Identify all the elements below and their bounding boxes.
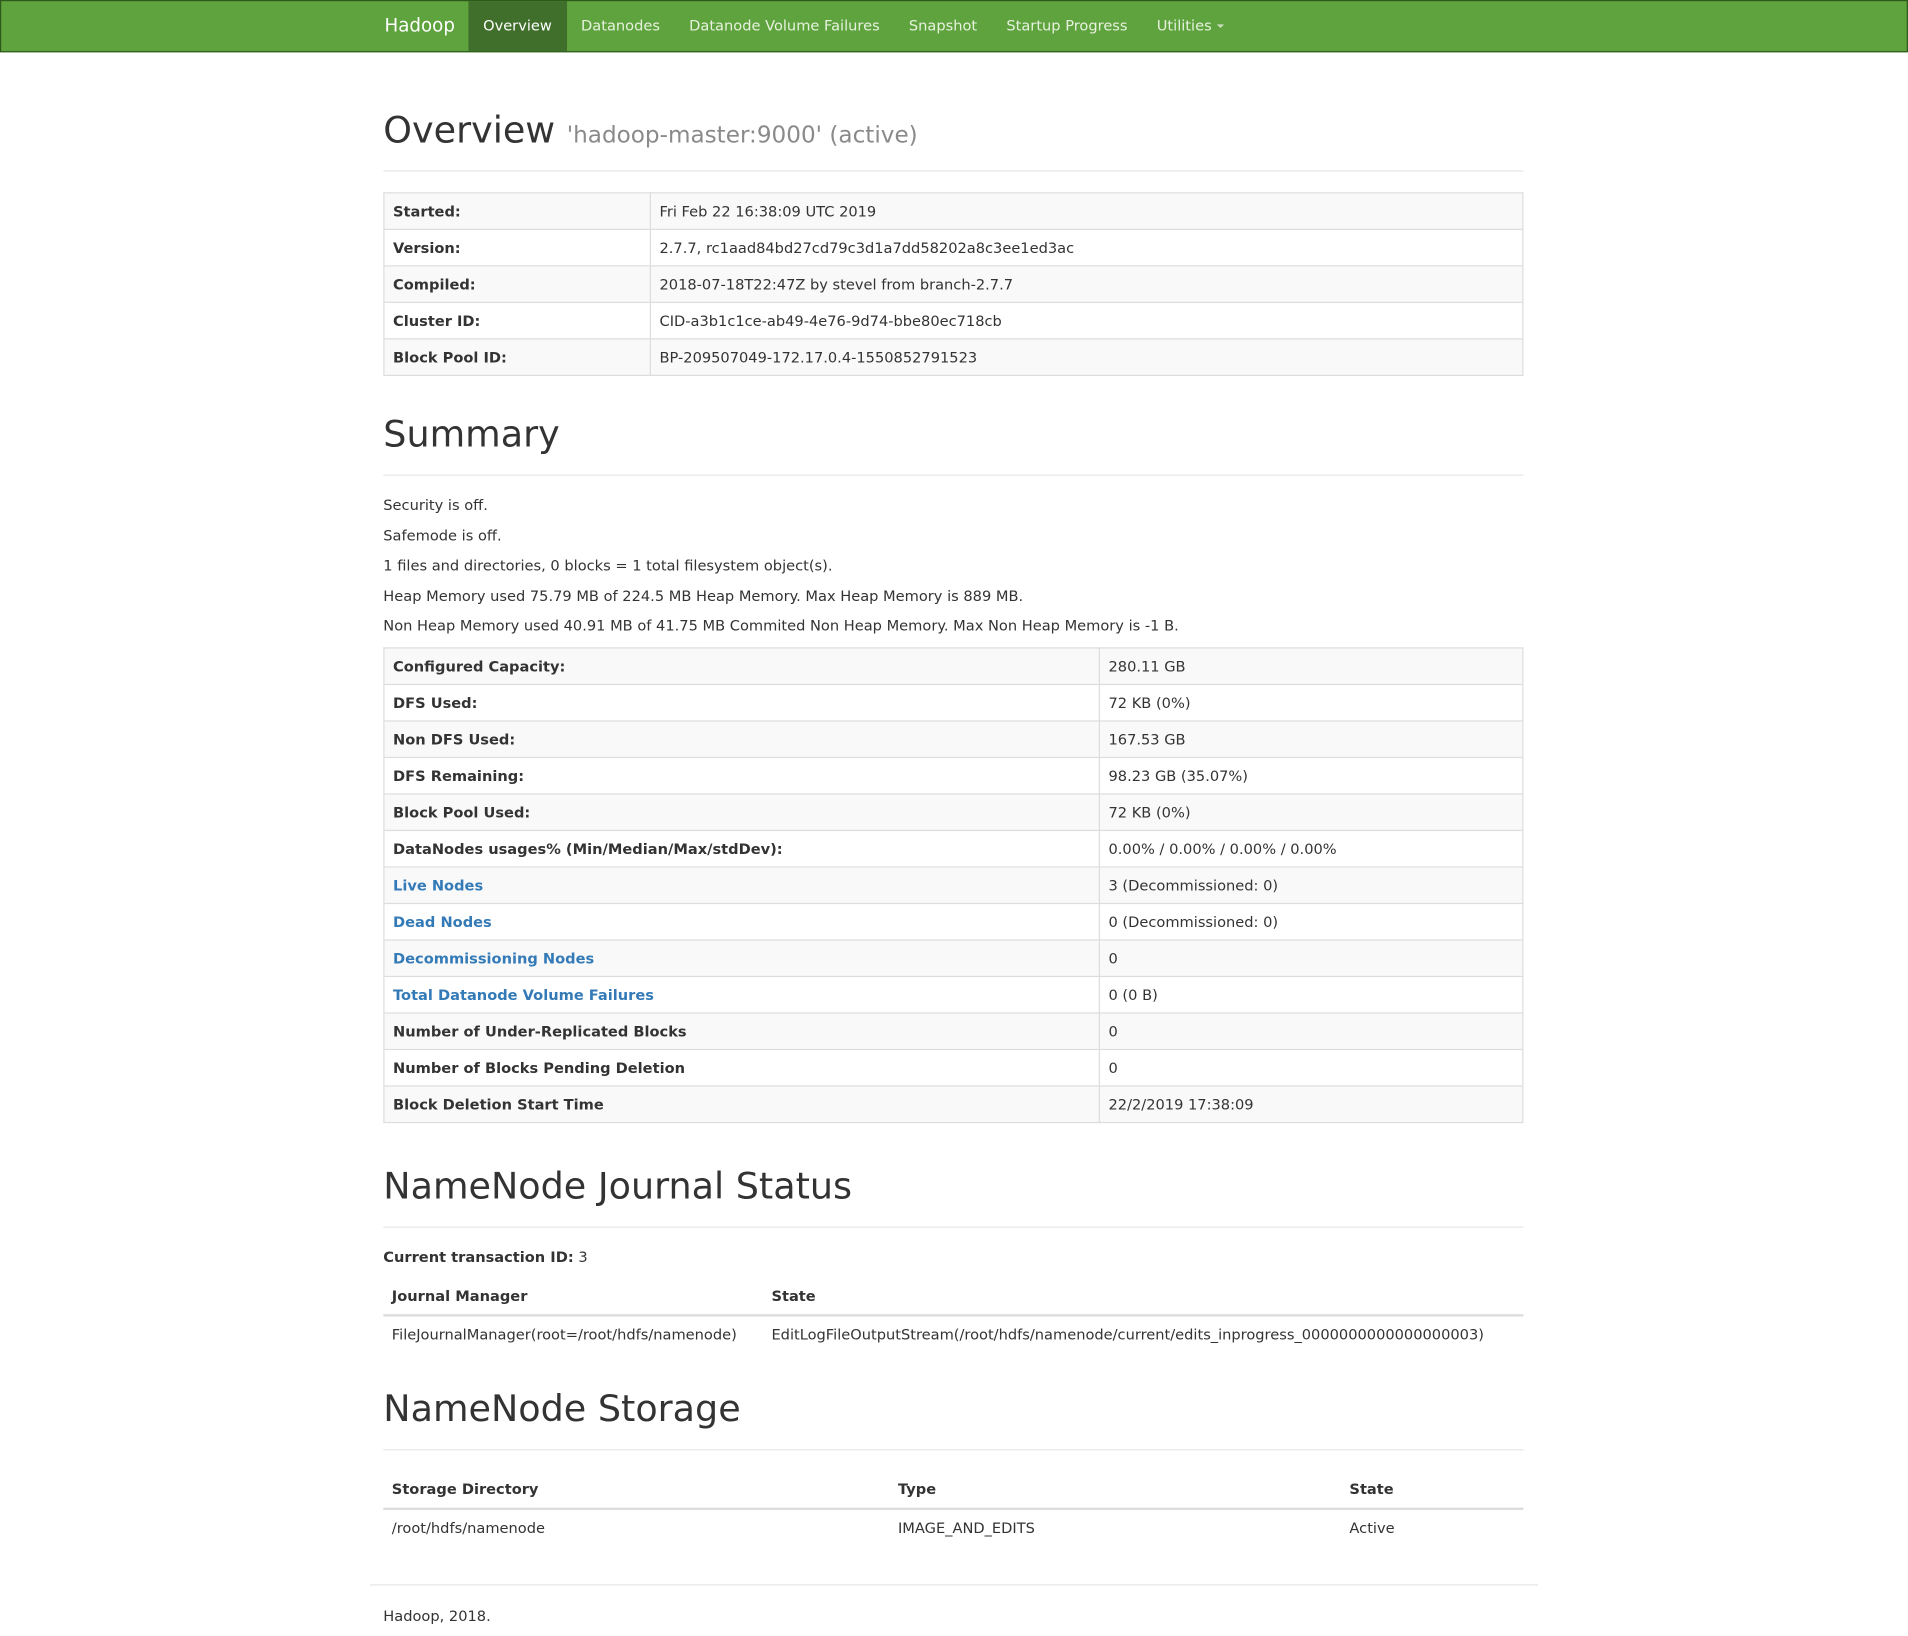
table-row: [384, 648, 1523, 685]
overview-heading: [383, 110, 917, 153]
row-value: CID-a3b1c1ce-ab49-4e76-9d74-bbe80ec718cb: [650, 302, 1522, 339]
row-label: DFS Used:: [384, 684, 1099, 721]
table-row: [384, 266, 1523, 303]
row-value: 167.53 GB: [1099, 721, 1522, 758]
table-row: [384, 1086, 1523, 1123]
table-row: [384, 903, 1523, 940]
table-header-row: [383, 1471, 1523, 1509]
row-label: Block Pool ID:: [384, 339, 650, 376]
journal-table: [383, 1278, 1523, 1352]
table-header-row: [383, 1278, 1523, 1316]
row-value: 0: [1099, 1013, 1522, 1050]
overview-table: [383, 192, 1523, 376]
journal-divider: [383, 1227, 1523, 1228]
table-row: [384, 1049, 1523, 1086]
overview-subtitle: 'hadoop-master:9000' (active): [566, 121, 918, 149]
nav-item-snapshot[interactable]: Snapshot: [908, 17, 978, 35]
column-header: Type: [889, 1471, 1340, 1509]
table-row: [384, 976, 1523, 1013]
table-row: [383, 1315, 1523, 1352]
row-label: DFS Remaining:: [384, 757, 1099, 794]
row-label: Started:: [384, 193, 650, 230]
summary-title: Summary: [383, 413, 560, 457]
row-value: 98.23 GB (35.07%): [1099, 757, 1522, 794]
storage-directory-cell: /root/hdfs/namenode: [383, 1509, 889, 1546]
table-row: [384, 229, 1523, 266]
nav-item-utilities-label: Utilities: [1156, 17, 1212, 35]
volume-failures-link[interactable]: Total Datanode Volume Failures: [384, 976, 1099, 1013]
column-header: State: [763, 1278, 1524, 1316]
overview-divider: [383, 170, 1523, 171]
row-value: 0.00% / 0.00% / 0.00% / 0.00%: [1099, 830, 1522, 867]
safemode-status: Safemode is off.: [383, 526, 502, 544]
row-label: Number of Under-Replicated Blocks: [384, 1013, 1099, 1050]
nav-item-overview[interactable]: Overview: [468, 1, 566, 51]
non-heap-memory: Non Heap Memory used 40.91 MB of 41.75 MB Commited Non Heap Memory. Max Non Heap Memory is -1 B.: [383, 616, 1179, 634]
navbar: [0, 0, 1908, 52]
nav-item-datanode-volume-failures[interactable]: Datanode Volume Failures: [689, 17, 880, 35]
footer-divider: [370, 1584, 1538, 1585]
table-row: [384, 721, 1523, 758]
column-header: Storage Directory: [383, 1471, 889, 1509]
journal-title: NameNode Journal Status: [383, 1165, 853, 1209]
storage-type-cell: IMAGE_AND_EDITS: [889, 1509, 1340, 1546]
row-value: 0: [1099, 1049, 1522, 1086]
table-row: [384, 193, 1523, 230]
storage-state-cell: Active: [1341, 1509, 1524, 1546]
table-row: [384, 339, 1523, 376]
current-transaction-id: [383, 1248, 587, 1265]
brand-link[interactable]: Hadoop: [384, 14, 455, 37]
row-value: 0 (Decommissioned: 0): [1099, 903, 1522, 940]
row-value: Fri Feb 22 16:38:09 UTC 2019: [650, 193, 1522, 230]
table-row: [384, 302, 1523, 339]
table-row: [384, 1013, 1523, 1050]
column-header: Journal Manager: [383, 1278, 763, 1316]
row-value: 0 (0 B): [1099, 976, 1522, 1013]
table-row: [384, 940, 1523, 977]
column-header: State: [1341, 1471, 1524, 1509]
decommissioning-nodes-link[interactable]: Decommissioning Nodes: [384, 940, 1099, 977]
table-row: [384, 830, 1523, 867]
row-value: 3 (Decommissioned: 0): [1099, 867, 1522, 904]
footer-text: Hadoop, 2018.: [383, 1607, 491, 1625]
row-value: 72 KB (0%): [1099, 794, 1522, 831]
row-value: BP-209507049-172.17.0.4-1550852791523: [650, 339, 1522, 376]
table-row: [384, 684, 1523, 721]
table-row: [384, 794, 1523, 831]
row-label: Cluster ID:: [384, 302, 650, 339]
row-label: Block Deletion Start Time: [384, 1086, 1099, 1123]
row-value: 72 KB (0%): [1099, 684, 1522, 721]
summary-divider: [383, 475, 1523, 476]
table-row: [384, 757, 1523, 794]
storage-table: [383, 1471, 1523, 1545]
row-value: 2018-07-18T22:47Z by stevel from branch-2.7.7: [650, 266, 1522, 303]
row-value: 2.7.7, rc1aad84bd27cd79c3d1a7dd58202a8c3ee1ed3ac: [650, 229, 1522, 266]
caret-down-icon: [1217, 24, 1224, 28]
storage-divider: [383, 1449, 1523, 1450]
filesystem-objects: 1 files and directories, 0 blocks = 1 total filesystem object(s).: [383, 557, 833, 575]
row-value: 22/2/2019 17:38:09: [1099, 1086, 1522, 1123]
nav-item-datanodes[interactable]: Datanodes: [581, 17, 660, 35]
row-value: 0: [1099, 940, 1522, 977]
journal-manager-cell: FileJournalManager(root=/root/hdfs/namenode): [383, 1315, 763, 1352]
security-status: Security is off.: [383, 496, 488, 514]
live-nodes-link[interactable]: Live Nodes: [384, 867, 1099, 904]
nav-item-utilities[interactable]: [1142, 1, 1238, 51]
txid-value: 3: [578, 1248, 588, 1266]
row-label: Configured Capacity:: [384, 648, 1099, 685]
table-row: [384, 867, 1523, 904]
row-label: DataNodes usages% (Min/Median/Max/stdDev):: [384, 830, 1099, 867]
row-label: Version:: [384, 229, 650, 266]
txid-label: Current transaction ID:: [383, 1248, 574, 1266]
nav-menu: [468, 1, 1238, 51]
summary-table: [383, 647, 1523, 1123]
row-label: Number of Blocks Pending Deletion: [384, 1049, 1099, 1086]
row-label: Block Pool Used:: [384, 794, 1099, 831]
dead-nodes-link[interactable]: Dead Nodes: [384, 903, 1099, 940]
row-value: 280.11 GB: [1099, 648, 1522, 685]
row-label: Non DFS Used:: [384, 721, 1099, 758]
storage-title: NameNode Storage: [383, 1388, 741, 1431]
row-label: Compiled:: [384, 266, 650, 303]
heap-memory: Heap Memory used 75.79 MB of 224.5 MB Heap Memory. Max Heap Memory is 889 MB.: [383, 587, 1024, 605]
journal-state-cell: EditLogFileOutputStream(/root/hdfs/namenode/current/edits_inprogress_0000000000000000003): [763, 1315, 1524, 1352]
nav-item-startup-progress[interactable]: Startup Progress: [1006, 17, 1128, 35]
table-row: [383, 1509, 1523, 1546]
overview-title: Overview: [383, 109, 556, 153]
